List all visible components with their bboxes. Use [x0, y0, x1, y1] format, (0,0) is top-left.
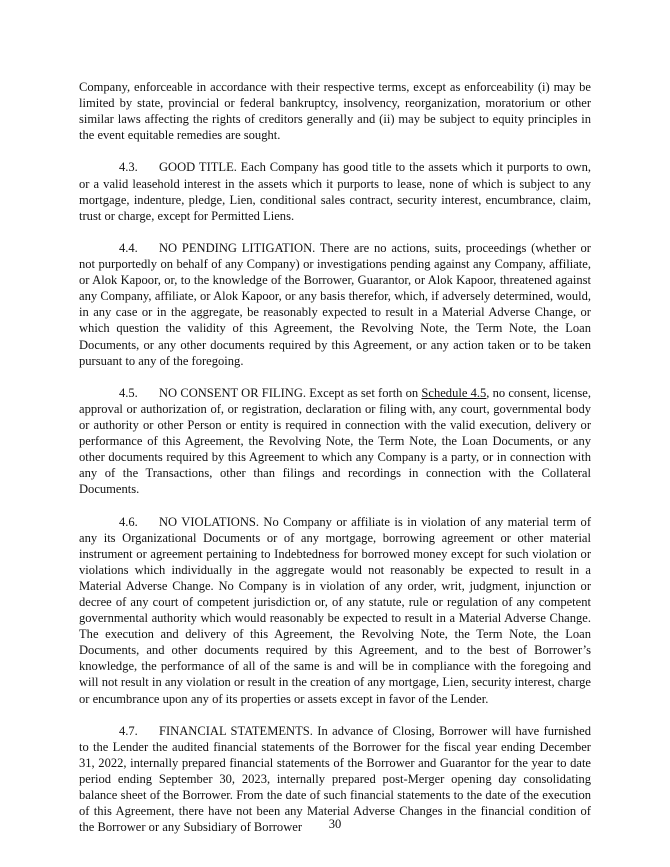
page-number: 30 [328, 817, 342, 831]
section-4-4-no-pending-litigation [79, 240, 591, 369]
paragraph-text: Company, enforceable in accordance with their respective terms, except as enforceability (i) may be limited by state, provincial or federal bankruptcy, insolvency, reorganization, moratorium or other similar laws affecting the rights of creditors generally and (ii) may be subject to equity principles in the event equitable remedies are sought. [79, 80, 591, 143]
paragraph-text: NO PENDING LITIGATION. There are no actions, suits, proceedings (whether or not purportedly on behalf of any Company) or investigations pending against any Company, affiliate, or Alok Kapoor, or, to the knowledge of the Borrower, Guarantor, or Alok Kapoor, threatened against any Company, affiliate, or Alok Kapoor, or any basis therefor, which, if adversely determined, would, in any case or in the aggregate, be reasonably expected to result in a Material Adverse Change, or which question the validity of this Agreement, the Revolving Note, the Term Note, the Loan Documents, or any other documents required by this Agreement, or any action taken or to be taken pursuant to any of the foregoing. [79, 240, 591, 368]
paragraph-text: NO VIOLATIONS. No Company or affiliate is in violation of any material term of any its Organizational Documents or of any mortgage, borrowing agreement or other material instrument or agreement pertaining to Indebtedness for borrowed money except for such violation or violations which individually in the aggregate would not reasonably be expected to result in a Material Adverse Change. No Company is in violation of any order, writ, judgment, injunction or decree of any court of competent jurisdiction or, of any statute, rule or regulation of any competent governmental authority which would reasonably be expected to result in a Material Adverse Change. The execution and delivery of this Agreement, the Revolving Note, the Term Note, the Loan Documents, and other documents required by this Agreement, and to the best of Borrower’s knowledge, the performance of all of the same is and will be in compliance with the foregoing and will not result in any violation or result in the creation of any mortgage, Lien, security interest, charge or encumbrance upon any of its properties or assets except in favor of the Lender. [79, 514, 591, 706]
section-number: 4.6. [119, 514, 138, 529]
schedule-reference-link[interactable]: Schedule 4.5 [421, 385, 487, 400]
section-4-6-no-violations [79, 514, 591, 707]
paragraph-text: NO CONSENT OR FILING. Except as set forth on [159, 385, 422, 400]
section-4-5-no-consent-or-filing [79, 385, 591, 498]
section-4-3-good-title [79, 159, 591, 223]
section-number: 4.5. [119, 385, 138, 400]
section-number: 4.3. [119, 160, 138, 175]
paragraph-text: , no consent, license, approval or authorization of, or registration, declaration or filing with, any court, governmental body or authority or other Person or entity is required in connection with the valid execution, delivery or performance of this Agreement, the Revolving Note, the Term Note, the Loan Documents, or any other documents required by this Agreement to which any Company is a party, or in connection with any of the Transactions, other than filings and recordings in connection with the Collateral Documents. [79, 385, 591, 497]
section-number: 4.7. [119, 723, 138, 738]
document-page [79, 79, 591, 852]
paragraph-text: GOOD TITLE. Each Company has good title to the assets which it purports to own, or a valid leasehold interest in the assets which it purports to lease, none of which is subject to any mortgage, indenture, pledge, Lien, conditional sales contract, security interest, encumbrance, claim, trust or charge, except for Permitted Liens. [79, 160, 591, 223]
paragraph-text: FINANCIAL STATEMENTS. In advance of Closing, Borrower will have furnished to the Lender the audited financial statements of the Borrower for the fiscal year ending December 31, 2022, internally prepared financial statements of the Borrower and Guarantor for the year to date period ending September 30, 2023, internally prepared post-Merger opening day consolidating balance sheet of the Borrower. From the date of such financial statements to the date of the execution of this Agreement, there have not been any Material Adverse Changes in the financial condition of the Borrower or any Subsidiary of Borrower [79, 723, 591, 835]
paragraph-continuation [79, 79, 591, 143]
section-number: 4.4. [119, 240, 138, 255]
